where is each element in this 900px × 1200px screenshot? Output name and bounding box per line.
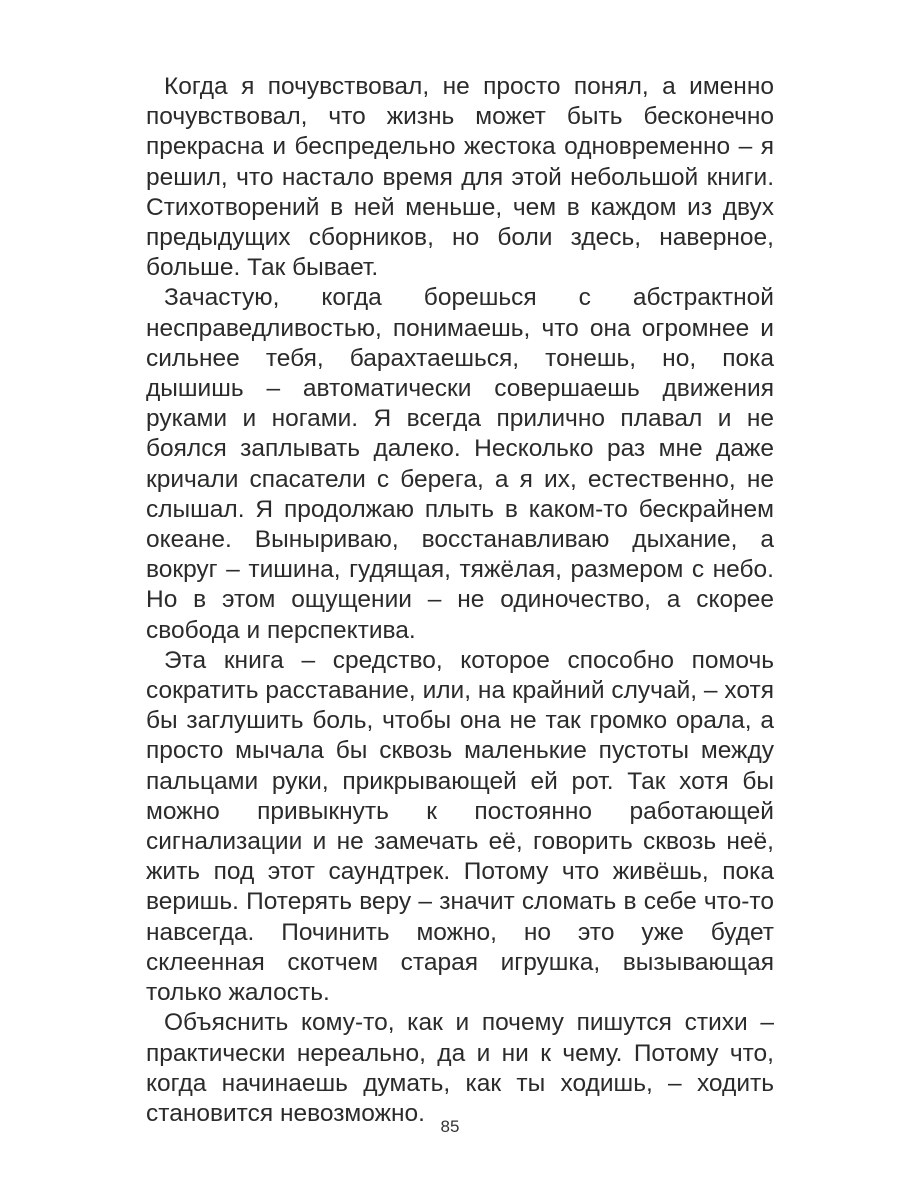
paragraph-2: Зачастую, когда борешься с абстрактной несправедливостью, понимаешь, что она огромнее и сильнее тебя, барахтаешься, тонешь, но, пока дышишь – автоматически совершаешь движения руками и ногами. Я всегда прилично плавал и не боялся заплывать далеко. Несколько раз мне даже кричали спасатели с берега, а я их, естественно, не слышал. Я продолжаю плыть в каком-то бескрайнем океане. Выныриваю, восстанавливаю дыхание, а вокруг – тишина, гудящая, тяжёлая, размером с небо. Но в этом ощущении – не одиночество, а скорее свобода и перспектива. bbox=[146, 284, 774, 644]
paragraph-3: Эта книга – средство, которое способно помочь сократить расставание, или, на крайний случай, – хотя бы заглушить боль, чтобы она не так громко орала, а просто мычала бы сквозь маленькие пустоты между пальцами руки, прикрывающей ей рот. Так хотя бы можно привыкнуть к постоянно работающей сигнализации и не замечать её, говорить сквозь неё, жить под этот саундтрек. Потому что живёшь, пока веришь. Потерять веру – значит сломать в себе что-то навсегда. Починить можно, но это уже будет склеенная скотчем старая игрушка, вызывающая только жалость. bbox=[146, 646, 774, 1007]
paragraph-4: Объяснить кому-то, как и почему пишутся стихи – практически нереально, да и ни к чему. Потому что, когда начинаешь думать, как ты ходишь, – ходить становится невозможно. bbox=[146, 1009, 774, 1127]
paragraph-1: Когда я почувствовал, не просто понял, а именно почувствовал, что жизнь может быть бесконечно прекрасна и беспредельно жестока одновременно – я решил, что настало время для этой небольшой книги. Стихотворений в ней меньше, чем в каждом из двух предыдущих сборников, но боли здесь, наверное, больше. Так бывает. bbox=[146, 73, 774, 282]
body-text bbox=[146, 72, 774, 1129]
page-number: 85 bbox=[440, 1117, 460, 1136]
